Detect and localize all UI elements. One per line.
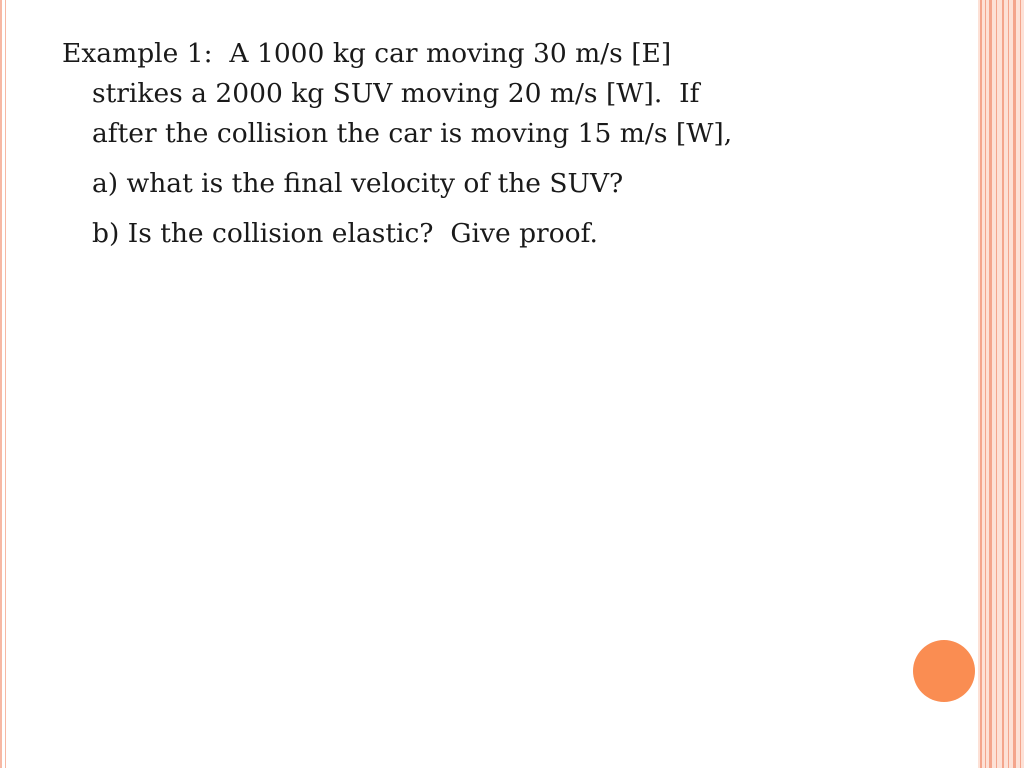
slide-body (62, 34, 862, 254)
question-b: b) Is the collision elastic? Give proof. (92, 218, 598, 249)
example-line-1: Example 1: A 1000 kg car moving 30 m/s [E] (62, 38, 680, 69)
right-border-stripe (1020, 0, 1021, 768)
right-border-stripe (1013, 0, 1016, 768)
example-statement (62, 34, 862, 154)
right-border-stripe (980, 0, 982, 768)
right-border-stripe (989, 0, 992, 768)
question-a: a) what is the final velocity of the SUV? (92, 168, 624, 199)
left-border-stripe (5, 0, 6, 768)
right-border-stripe (1002, 0, 1004, 768)
decorative-circle (913, 640, 975, 702)
right-border-stripe (1008, 0, 1009, 768)
example-line-3: after the collision the car is moving 15 m/s [W], (92, 118, 733, 149)
right-border-stripe (996, 0, 997, 768)
right-border-stripe (985, 0, 986, 768)
left-border-stripe (0, 0, 2, 768)
example-line-2: strikes a 2000 kg SUV moving 20 m/s [W]. If (92, 78, 708, 109)
